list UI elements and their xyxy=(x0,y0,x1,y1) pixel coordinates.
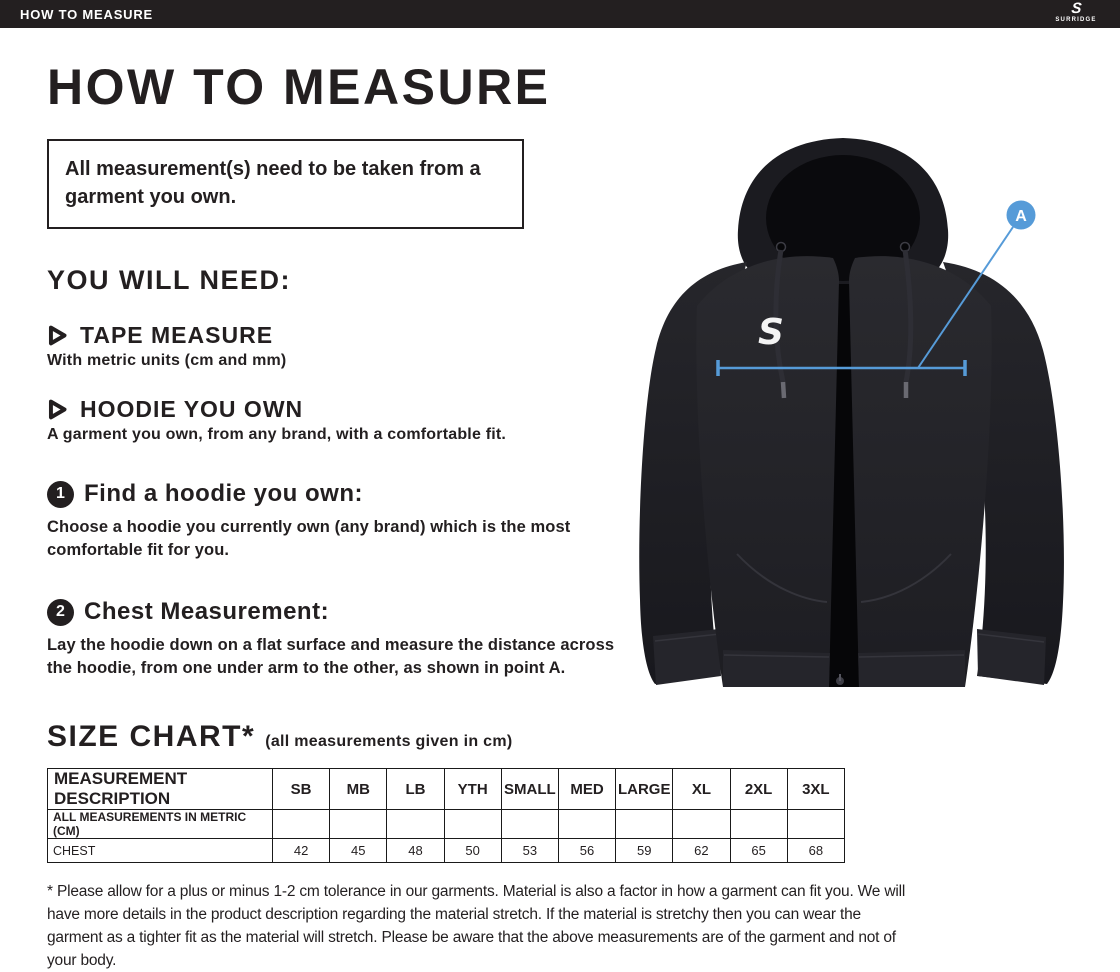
hoodie-illustration xyxy=(625,105,1120,695)
need-item-title: HOODIE YOU OWN xyxy=(80,396,304,422)
size-chart-column-header: XL xyxy=(673,769,730,810)
size-value-cell xyxy=(444,810,501,839)
topbar-title: HOW TO MEASURE xyxy=(20,6,154,22)
page-title: HOW TO MEASURE xyxy=(47,59,551,115)
size-value-cell: 50 xyxy=(444,839,501,863)
size-chart-column-header: MED xyxy=(558,769,615,810)
size-value-cell xyxy=(616,810,673,839)
hoodie-measurement-figure xyxy=(625,105,1120,695)
step-number-badge: 1 xyxy=(47,481,74,508)
size-chart-column-header: 2XL xyxy=(730,769,787,810)
step-number-badge: 2 xyxy=(47,599,74,626)
size-chart-column-header: YTH xyxy=(444,769,501,810)
size-chart-note: (all measurements given in cm) xyxy=(265,733,513,750)
need-item-title: TAPE MEASURE xyxy=(80,322,274,348)
size-value-cell xyxy=(387,810,444,839)
size-value-cell: 59 xyxy=(616,839,673,863)
size-chart-title: SIZE CHART* xyxy=(47,720,256,753)
you-will-need-heading: YOU WILL NEED: xyxy=(47,265,292,295)
size-value-cell: 62 xyxy=(673,839,730,863)
drawstring-tip xyxy=(783,382,784,398)
size-chart-row xyxy=(48,810,845,839)
triangle-bullet-icon xyxy=(47,324,68,347)
size-chart-table xyxy=(47,768,845,863)
row-label: ALL MEASUREMENTS IN METRIC (CM) xyxy=(48,810,273,839)
triangle-bullet-icon xyxy=(47,398,68,421)
garment-logo-icon: S xyxy=(758,312,784,353)
size-value-cell xyxy=(558,810,615,839)
row-label: CHEST xyxy=(48,839,273,863)
top-bar xyxy=(0,0,1120,28)
size-value-cell: 56 xyxy=(558,839,615,863)
size-value-cell: 68 xyxy=(787,839,844,863)
size-value-cell: 45 xyxy=(330,839,387,863)
size-value-cell xyxy=(273,810,330,839)
size-chart-row xyxy=(48,839,845,863)
size-value-cell xyxy=(787,810,844,839)
size-chart-column-header: SMALL xyxy=(501,769,558,810)
need-item-description: With metric units (cm and mm) xyxy=(47,352,287,369)
size-chart-column-header: MEASUREMENT DESCRIPTION xyxy=(48,769,273,810)
step-title: Chest Measurement: xyxy=(84,598,330,625)
step-description: Choose a hoodie you currently own (any brand) which is the most comfortable fit for you. xyxy=(47,518,571,559)
step-title: Find a hoodie you own: xyxy=(84,480,363,507)
brand-logo xyxy=(1046,1,1106,23)
surridge-logo-icon: S xyxy=(1070,0,1082,17)
size-chart-column-header: MB xyxy=(330,769,387,810)
size-value-cell: 42 xyxy=(273,839,330,863)
notice-text: All measurement(s) need to be taken from a garment you own. xyxy=(65,158,481,208)
size-value-cell xyxy=(730,810,787,839)
tolerance-footnote: * Please allow for a plus or minus 1-2 cm tolerance in our garments. Material is also a factor in how a garment can fit you. We will have more details in the product description regarding the material stretch. If the material is stretchy then you can wear the garment as a tighter fit as the material will stretch. Please be aware that the above measurements are of the garment and not of your body. xyxy=(47,883,906,969)
point-a-label: A xyxy=(1015,208,1027,225)
size-chart-column-header: SB xyxy=(273,769,330,810)
size-chart-column-header: LB xyxy=(387,769,444,810)
size-chart-column-header: 3XL xyxy=(787,769,844,810)
size-value-cell: 65 xyxy=(730,839,787,863)
brand-name: SURRIDGE xyxy=(1055,17,1097,23)
need-item-description: A garment you own, from any brand, with a comfortable fit. xyxy=(47,426,507,443)
size-value-cell: 53 xyxy=(501,839,558,863)
size-chart-header-row xyxy=(48,769,845,810)
size-value-cell xyxy=(501,810,558,839)
right-front-panel xyxy=(849,256,992,687)
size-chart-column-header: LARGE xyxy=(616,769,673,810)
main-content xyxy=(0,28,1120,969)
size-value-cell xyxy=(330,810,387,839)
size-value-cell: 48 xyxy=(387,839,444,863)
size-chart-body xyxy=(48,810,845,863)
step-description: Lay the hoodie down on a flat surface and measure the distance across the hoodie, from one under arm to the other, as shown in point A. xyxy=(47,636,615,677)
size-value-cell xyxy=(673,810,730,839)
size-chart-heading xyxy=(47,720,917,754)
notice-box xyxy=(47,139,524,229)
